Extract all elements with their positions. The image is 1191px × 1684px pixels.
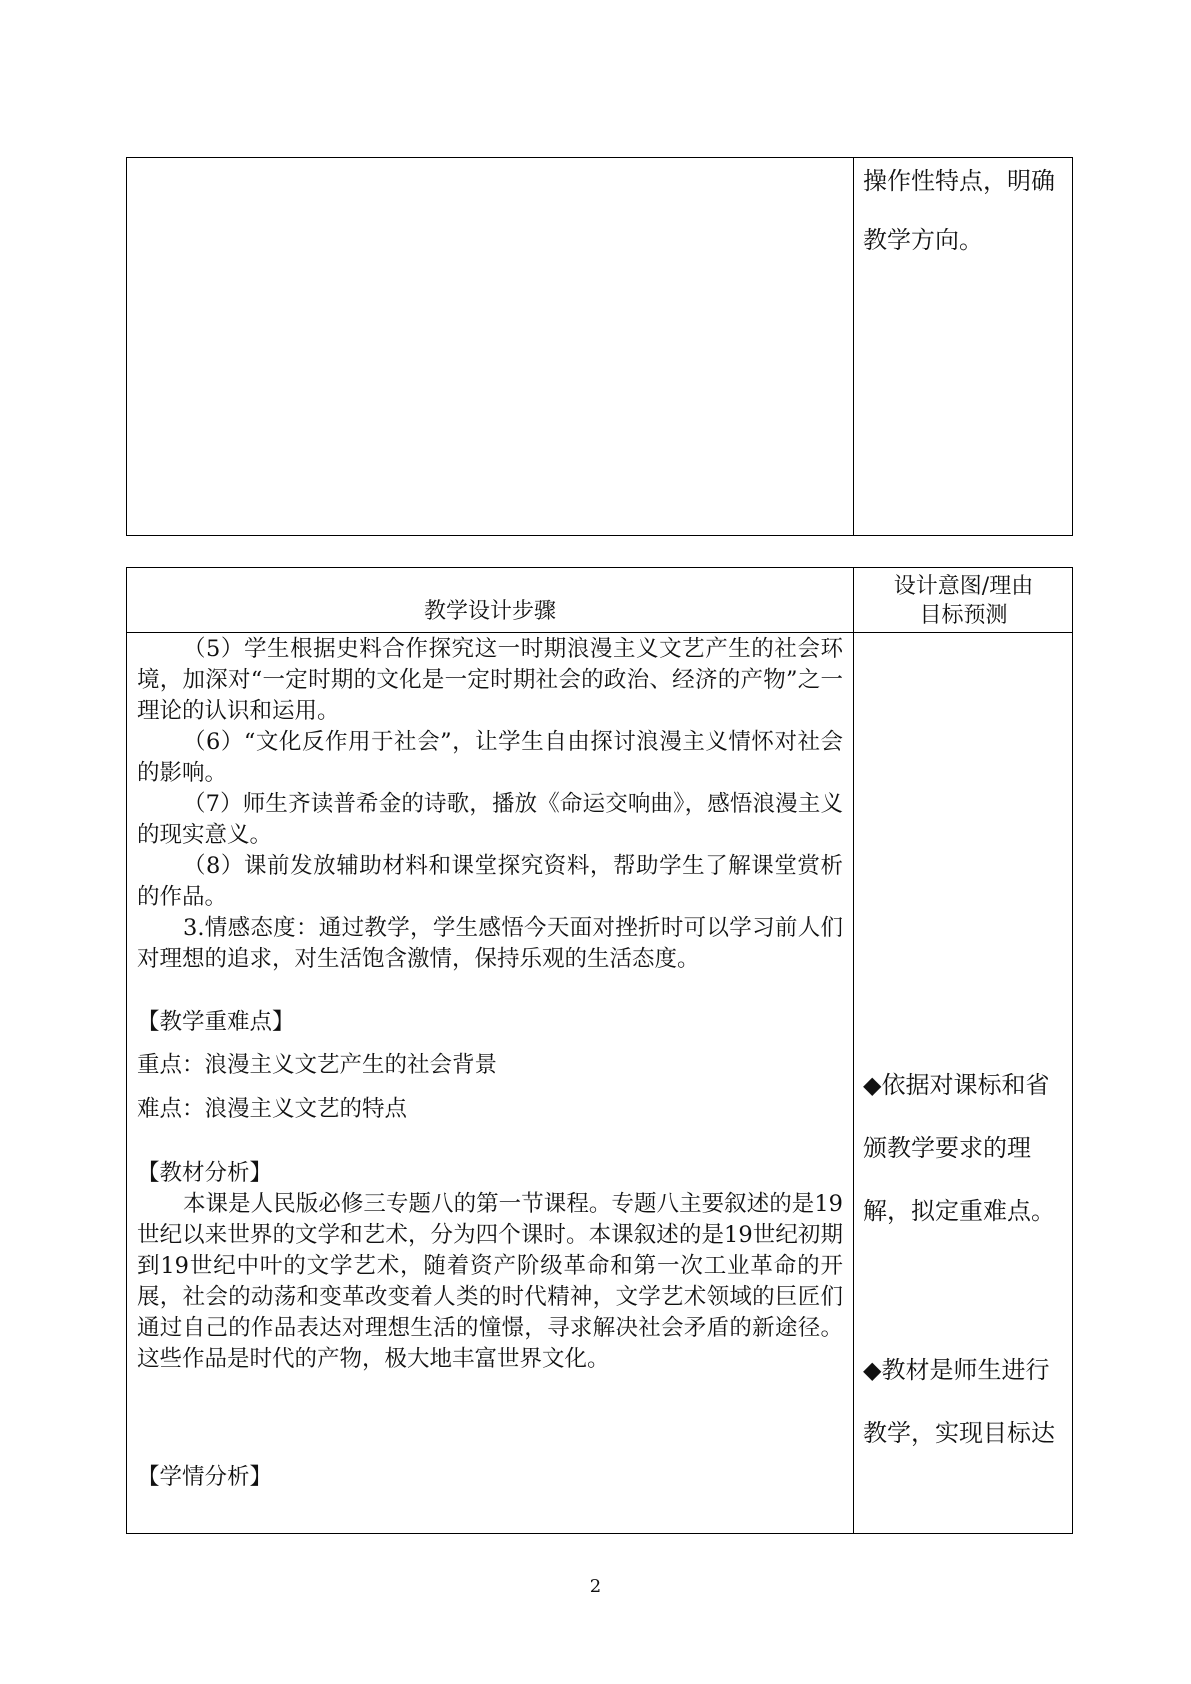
note-line: 解，拟定重难点。 xyxy=(863,1197,1055,1225)
note-line: ◆依据对课标和省 xyxy=(863,1071,1050,1099)
design-note-textbook xyxy=(863,1339,1068,1465)
section-heading-keypoints: 【教学重难点】 xyxy=(137,1009,295,1035)
section-heading-textbook: 【教材分析】 xyxy=(137,1160,273,1186)
header-intent-line: 目标预测 xyxy=(919,603,1008,628)
textbook-analysis-paragraph: 本课是人民版必修三专题八的第一节课程。专题八主要叙述的是19世纪以来世界的文学和艺术，分为四个课时。本课叙述的是19世纪初期到19世纪中叶的文学艺术，随着资产阶级革命和第一次工业革命的开展，社会的动荡和变革改变着人类的时代精神，文学艺术领域的巨匠们通过自己的作品表达对理想生活的憧憬，寻求解决社会矛盾的新途径。这些作品是时代的产物，极大地丰富世界文化。 xyxy=(137,1191,843,1372)
step-paragraph: （7）师生齐读普希金的诗歌，播放《命运交响曲》，感悟浪漫主义的现实意义。 xyxy=(137,791,843,848)
design-note-keypoints xyxy=(863,1054,1068,1243)
step-paragraph: （5）学生根据史料合作探究这一时期浪漫主义文艺产生的社会环境，加深对“一定时期的文化是一定时期社会的政治、经济的产物”之一理论的认识和运用。 xyxy=(137,636,843,724)
upper-table xyxy=(126,157,1073,536)
header-divider xyxy=(127,632,1072,633)
header-design-intent xyxy=(853,572,1074,630)
header-design-steps: 教学设计步骤 xyxy=(423,599,556,624)
upper-right-line: 教学方向。 xyxy=(863,226,983,254)
note-line: 教学，实现目标达 xyxy=(863,1419,1055,1447)
design-steps-table xyxy=(126,567,1073,1534)
column-divider xyxy=(853,568,854,1533)
column-divider xyxy=(853,158,854,535)
note-line: ◆教材是师生进行 xyxy=(863,1356,1050,1384)
emotion-paragraph: 3.情感态度：通过教学，学生感悟今天面对挫折时可以学习前人们对理想的追求，对生活饱含激情，保持乐观的生活态度。 xyxy=(137,915,843,972)
note-line: 颁教学要求的理 xyxy=(863,1134,1031,1162)
page-number: 2 xyxy=(589,1576,602,1597)
header-intent-line: 设计意图/理由 xyxy=(893,574,1034,599)
step-paragraph: （6）“文化反作用于社会”，让学生自由探讨浪漫主义情怀对社会的影响。 xyxy=(137,729,843,786)
step-paragraph: （8）课前发放辅助材料和课堂探究资料，帮助学生了解课堂赏析的作品。 xyxy=(137,853,843,910)
key-point: 重点：浪漫主义文艺产生的社会背景 xyxy=(137,1052,498,1078)
difficult-point: 难点：浪漫主义文艺的特点 xyxy=(137,1096,408,1122)
upper-right-line: 操作性特点，明确 xyxy=(863,167,1055,195)
section-heading-students: 【学情分析】 xyxy=(137,1464,273,1490)
